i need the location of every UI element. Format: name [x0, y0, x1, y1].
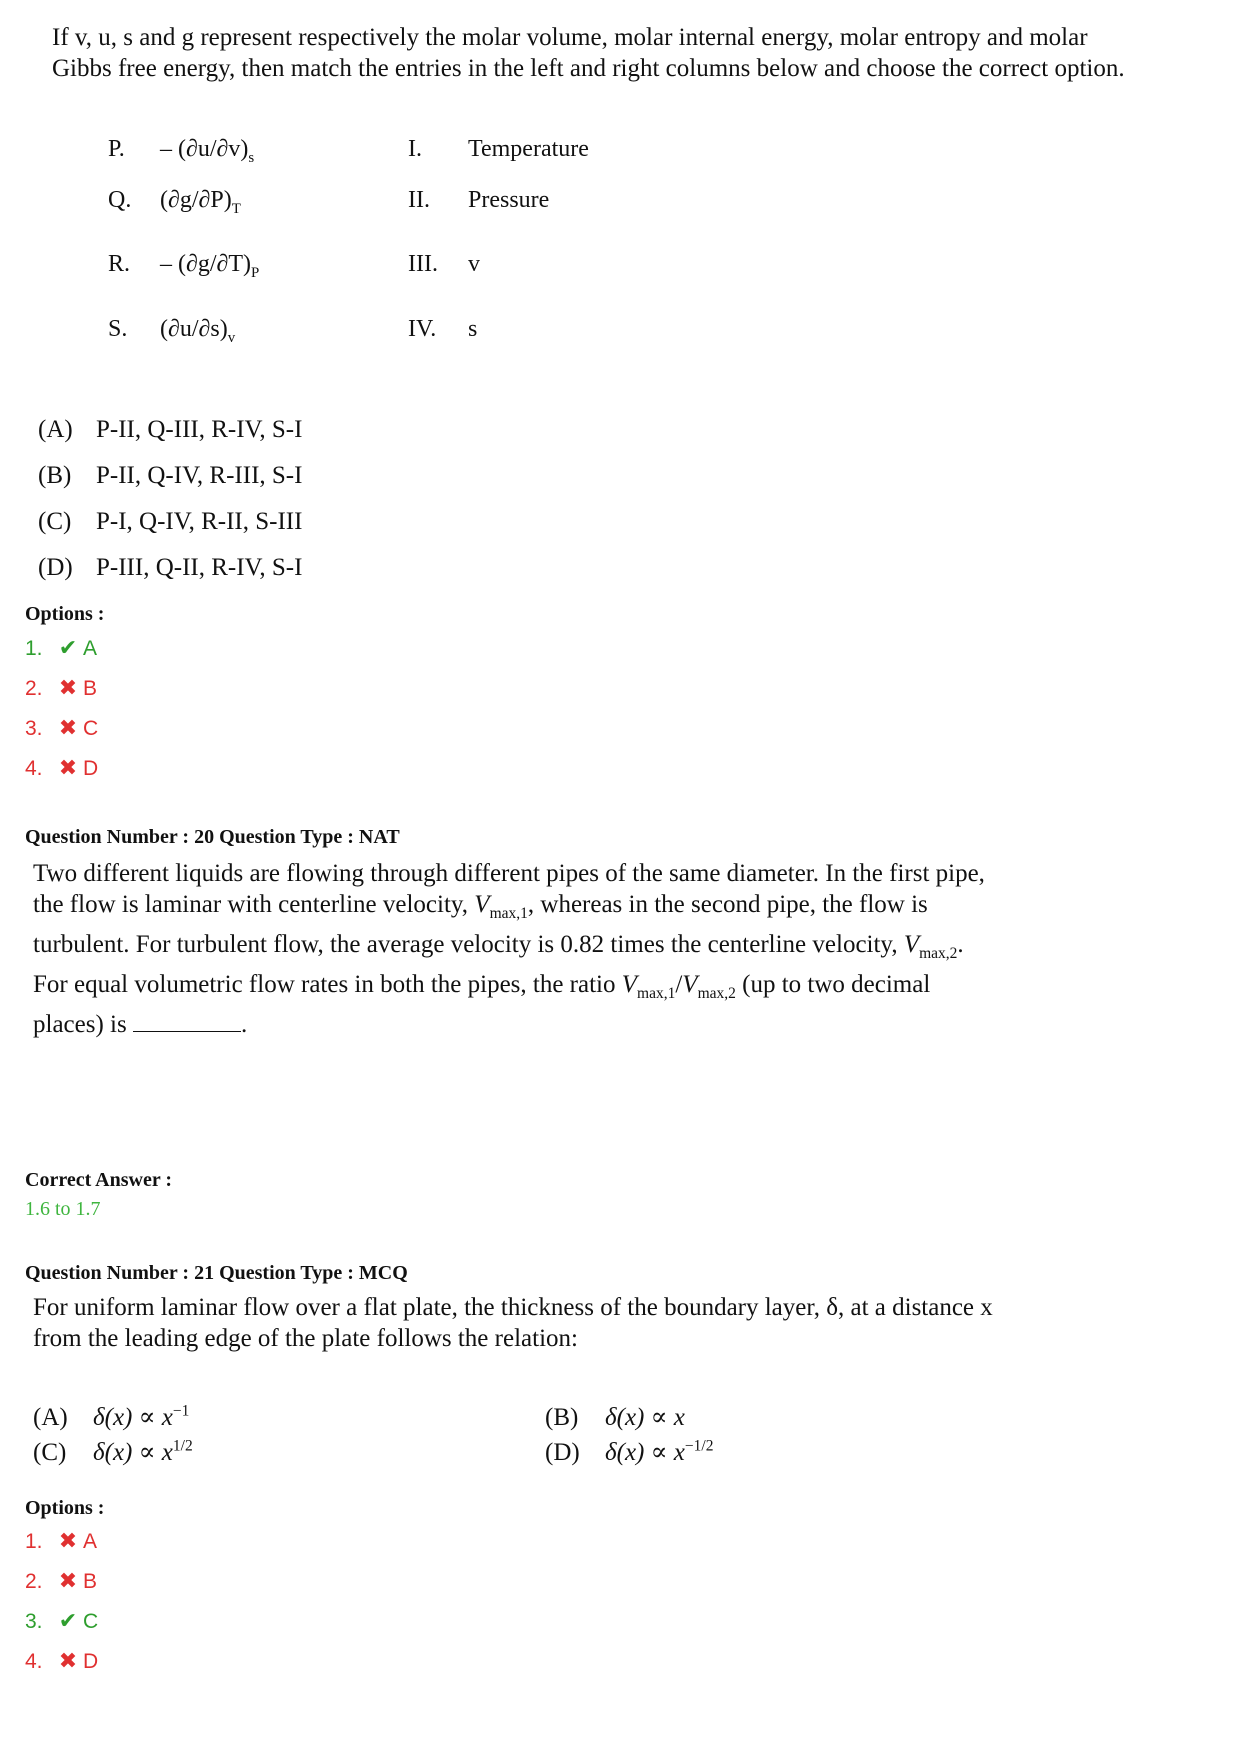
- q20-question-text: Two different liquids are flowing through different pipes of the same diameter. In the first pipe, the flow is laminar with centerline velocity, $V_{max,1}$, whereas in the second pipe, the flow is turbulent. For turbulent flow, the average velocity is 0.82 times the centerline velocity, $V_{max,2}$. For equal volumetric flow rates in both the pipes, the ratio $V_{max,1}/V_{max,2}$ (up to two decimal places) is .: [33, 860, 985, 1038]
- right-number: III.: [408, 251, 438, 277]
- q19-choice-a: (A) P-II, Q-III, R-IV, S-I: [38, 416, 303, 443]
- q20-correct-answer: 1.6 to 1.7: [25, 1198, 101, 1220]
- q19-option-2[interactable]: 2. ✖ B: [25, 675, 98, 700]
- right-text: Pressure: [468, 187, 550, 213]
- q19-choice-c: (C) P-I, Q-IV, R-II, S-III: [38, 508, 303, 535]
- q21-option-4[interactable]: 4. ✖ D: [25, 1648, 99, 1673]
- right-text: v: [468, 251, 480, 277]
- right-number: IV.: [408, 316, 437, 342]
- right-number: II.: [408, 187, 430, 213]
- q19-choice-b: (B) P-II, Q-IV, R-III, S-I: [38, 462, 303, 489]
- q21-choice-c: (C) $\delta(x) \propto x^{1/2}$: [33, 1437, 193, 1466]
- q21-choice-b: (B) δ(x) ∝ x: [545, 1404, 685, 1431]
- q21-option-2[interactable]: 2. ✖ B: [25, 1568, 98, 1593]
- left-label: S.: [108, 316, 128, 342]
- cross-icon: ✖: [58, 755, 78, 780]
- right-text: s: [468, 316, 478, 342]
- cross-icon: ✖: [58, 715, 78, 740]
- q21-option-3[interactable]: 3. ✔ C: [25, 1608, 99, 1633]
- q19-option-1[interactable]: 1. ✔ A: [25, 635, 98, 660]
- q19-options-heading: Options :: [25, 603, 105, 625]
- left-expression: $(\partial u/\partial s)_v$: [160, 316, 236, 346]
- answer-blank: [133, 1009, 241, 1032]
- left-label: P.: [108, 136, 125, 162]
- cross-icon: ✖: [58, 1568, 78, 1593]
- q21-header: Question Number : 21 Question Type : MCQ: [25, 1262, 408, 1284]
- q19-choice-d: (D) P-III, Q-II, R-IV, S-I: [38, 554, 303, 581]
- q21-choice-d: (D) $\delta(x) \propto x^{-1/2}$: [545, 1437, 714, 1466]
- left-label: R.: [108, 251, 131, 277]
- q21-options-heading: Options :: [25, 1497, 105, 1519]
- q21-option-1[interactable]: 1. ✖ A: [25, 1528, 98, 1553]
- left-expression: $(\partial g/\partial P)_T$: [160, 187, 241, 217]
- check-icon: ✔: [58, 635, 78, 660]
- right-text: Temperature: [468, 136, 589, 162]
- check-icon: ✔: [58, 1608, 78, 1633]
- q19-option-3[interactable]: 3. ✖ C: [25, 715, 99, 740]
- q20-answer-heading: Correct Answer :: [25, 1169, 172, 1191]
- left-label: Q.: [108, 187, 132, 213]
- cross-icon: ✖: [58, 1528, 78, 1553]
- right-number: I.: [408, 136, 422, 162]
- q19-question-text: If v, u, s and g represent respectively the molar volume, molar internal energy, molar entropy and molar Gibbs free energy, then match the entries in the left and right columns below and choose the correct option.: [52, 24, 1125, 82]
- q19-option-4[interactable]: 4. ✖ D: [25, 755, 99, 780]
- cross-icon: ✖: [58, 675, 78, 700]
- cross-icon: ✖: [58, 1648, 78, 1673]
- left-expression: – $(\partial g/\partial T)_P$: [160, 251, 260, 281]
- q20-header: Question Number : 20 Question Type : NAT: [25, 826, 400, 848]
- left-expression: – $(\partial u/\partial v)_s$: [160, 136, 255, 166]
- q21-choice-a: (A) $\delta(x) \propto x^{-1}$: [33, 1402, 190, 1431]
- q21-question-text: For uniform laminar flow over a flat plate, the thickness of the boundary layer, δ, at a distance x from the leading edge of the plate follows the relation:: [33, 1294, 993, 1352]
